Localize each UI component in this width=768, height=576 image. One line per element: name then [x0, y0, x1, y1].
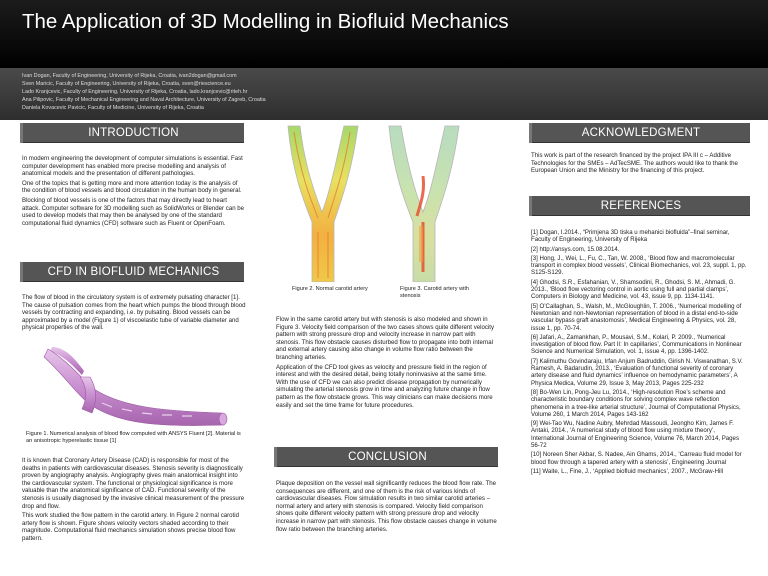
left-bottom-text: [22, 457, 246, 545]
body-paragraph: It is known that Coronary Artery Disease (CAD) is responsible for most of the deaths in patients with cardiovascular diseases. Stenosis severity is diagnostically proven by angiography analysis. Angiography gives main anatomical insight into the cardiovascular system. The functional or physiological significance is more valuable than the anatomical significance of CAD. Functional severity of the stenosis is usually diagnosed by the invasive clinical measurement of the pressure drop and flow.: [22, 457, 245, 510]
author-line: Ana Pilipovic, Faculty of Mechanical Engineering and Naval Architecture, University of Zagreb, Croatia: [22, 97, 266, 103]
conclusion-heading: CONCLUSION: [274, 447, 498, 467]
figure3-caption: Figure 3. Carotid artery with stenosis: [400, 286, 470, 300]
cfd-text: The flow of blood in the circulatory system is of extremely pulsating character [1]. The cause of pulsation comes from the heart which pumps the blood through blood vessels by contracting and expanding, i.e. by pulsating. Blood vessels can be approximated by a model (Figure 1) of viscoelastic tube of variable diameter and physical properties of the wall.: [22, 294, 246, 332]
poster-title: The Application of 3D Modelling in Biofluid Mechanics: [22, 10, 509, 33]
reference-item: [5] O’Callaghan, S., Walsh, M., McGloughlin, T. 2006., ‘Numerical modelling of Newtonian and non-Newtonian representation of blood in a distal end-to-side vascular bypass graft anastomosis’, Medical Engineering & Physics, vol. 28, issue 1, pp. 70-74.: [531, 302, 742, 332]
figure1-caption: Figure 1. Numerical analysis of blood flow computed with ANSYS Fluent [2]. Material is an anisotropic hyperelastic tissue [1]: [26, 431, 241, 445]
reference-item: [4] Ghodsi, S.R., Esfahanian, V., Shamsodini, R., Ghodsi, S. M., Ahmadi, G. 2013., ‘Blood flow vectoring control in aortic using full and partial clamps’, Computers in Biology and Medicine, vol. 43, issue 9, pp. 1134-1141.: [531, 278, 736, 301]
figure2-normal-artery-image: [284, 122, 364, 282]
body-paragraph: This work studied the flow pattern in the carotid artery. In Figure 2 normal carotid artery flow is shown. Figure shows velocity vectors shaded according to their magnitude. Computational fluid mechanics simulation shows precise blood flow pattern.: [22, 512, 239, 542]
author-line: Sven Maricic, Faculty of Engineering, University of Rijeka, Croatia, sven@riescience.eu: [22, 81, 231, 87]
reference-item: [7] Kalimuthu Govindaraju, Irfan Anjum Badruddin, Girish N. Viswanathan, S.V. Ramesh, A. Badarudin, 2013., ‘Evaluation of functional severity of coronary artery disease and fluid dynamics’ influence on hemodynamic parameters’, A Physica Medica, Volume 29, Issue 3, May 2013, Pages 225-232: [531, 357, 743, 387]
reference-item: [1] Dogan, I.2014., “Primjena 3D tiska u mehanici biofluida”–final seminar, Faculty of Engineering, University of Rijeka: [531, 229, 730, 244]
body-paragraph: Application of the CFD tool gives as velocity and pressure field in the region of interest and with the desired detail, being totally noninvasive at the same time. With the use of CFD we can also predict disease propagation by numerically simulating the arterial stenosis grow in time and analyzing future change in flow pattern as the flow obstacle grows. This way clinicians can make decisions more easily and set the time frame for future procedures.: [276, 363, 493, 409]
intro-paragraph: Blocking of blood vessels is one of the factors that may directly lead to heart attack. Computer software for 3D modelling such as SolidWorks or Blender can be used to develop models that may then be analysed by one of the standard computational fluid dynamics (CFD) software such as Fluent or OpenFoam.: [22, 196, 245, 227]
reference-item: [6] Jafari, A., Zamankhan, P., Mousavi, S.M., Kolari, P. 2009., ‘Numerical investigation of blood flow. Part II: In capillaries’, Communications in Nonlinear Science and Numerical Simulation, vol. 1, issue 4, pp. 1396-1402.: [531, 333, 742, 356]
references-heading: REFERENCES: [529, 196, 750, 216]
reference-item: [2] http://ansys.com, 15.08.2014.: [531, 245, 620, 253]
intro-paragraph: One of the topics that is getting more and more attention today is the analysis of the condition of blood vessels and blood circulation in the human body in general.: [22, 179, 242, 195]
reference-item: [11] Waite, L., Fine, J., ‘Applied biofluid mechanics’, 2007., McGraw-Hill: [531, 467, 724, 475]
reference-item: [3] Hong, J., Wei, L., Fu, C., Tan, W. 2008., ‘Blood flow and macromolecular transport in complex blood vessels’, Clinical Biomechanics, vol. 23, suppl. 1, pp. S125-S129.: [531, 254, 747, 277]
reference-item: [9] Wei-Tao Wu, Nadine Aubry, Mehrdad Massoudi, Jeongho Kim, James F. Antaki, 2014., ‘A numerical study of blood flow using mixture theory’, International Journal of Engineering Science, Volume 76, March 2014, Pages 56-72: [531, 420, 739, 450]
cfd-heading: CFD IN BIOFLUID MECHANICS: [20, 262, 244, 282]
figure2-caption: Figure 2. Normal carotid artery: [292, 286, 368, 292]
acknowledgment-heading: ACKNOWLEDGMENT: [529, 123, 750, 143]
references-list: [531, 229, 749, 477]
author-line: Daniela Kovacevic Pavicic, Faculty of Medicine, University of Rijeka, Croatia: [22, 105, 204, 111]
middle-text: [276, 316, 498, 411]
reference-item: [8] Bo-Wen Lin, Pong-Jeu Lu, 2014., ‘High-resolution Roe’s scheme and characteristic boundary conditions for solving complex wave reflection phenomena in a tree-like arterial structure’, Journal of Computational Physics, Volume 260, 1 March 2014, Pages 143-162: [531, 388, 741, 418]
reference-item: [10] Noreen Sher Akbar, S. Nadee, Ain Ghams, 2014., ‘Carreau fluid model for blood flow through a tapered artery with a stenosis’, Engineering Journal: [531, 451, 742, 466]
figure3-stenosis-artery-image: [385, 122, 465, 282]
introduction-text: [22, 155, 246, 229]
acknowledgment-text: This work is part of the research financed by the project IPA III c – Additive Technologies for the SMEs – AdTecSME. The authors would like to thank the European Union and the Ministry for the financing of this project.: [531, 152, 738, 175]
poster-header: [0, 0, 768, 68]
author-line: Lado Kranjcevic, Faculty of Engineering, University of Rijeka, Croatia, lado.kranjcevic@riteh.hr: [22, 89, 248, 95]
figure1-vessel-image: [22, 347, 247, 429]
conclusion-text: Plaque deposition on the vessel wall significantly reduces the blood flow rate. The consequences are different, and one of them is the risk of various kinds of cardiovascular diseases. Flow simulation results in two similar carotid arteries – normal artery and artery with stenosis is compared. Velocity field comparison shows quite different velocity pattern with strong pressure drop and velocity increase in narrow part with stenosis. This flow obstacle causes change in volume flow ratio between the branching arteries.: [276, 480, 497, 533]
authors-band: [0, 68, 768, 120]
body-paragraph: Flow in the same carotid artery but with stenosis is also modeled and shown in Figure 3. Velocity field comparison of the two cases shows quite different velocity pattern with strong pressure drop and velocity increase in narrow part with stenosis. This flow obstacle causes disturbed flow to propagate into both internal and external artery causing also change in volume flow ratio between the branching arteries.: [276, 316, 495, 361]
author-line: Ivan Dogan, Faculty of Engineering, University of Rijeka, Croatia, ivan2dogan@gmail.com: [22, 73, 237, 79]
intro-paragraph: In modern engineering the development of computer simulations is essential. Fast computer development has enabled more precise modelling and analysis of anatomical models and the presentation of different pathologies.: [22, 155, 243, 178]
introduction-heading: INTRODUCTION: [20, 123, 244, 143]
